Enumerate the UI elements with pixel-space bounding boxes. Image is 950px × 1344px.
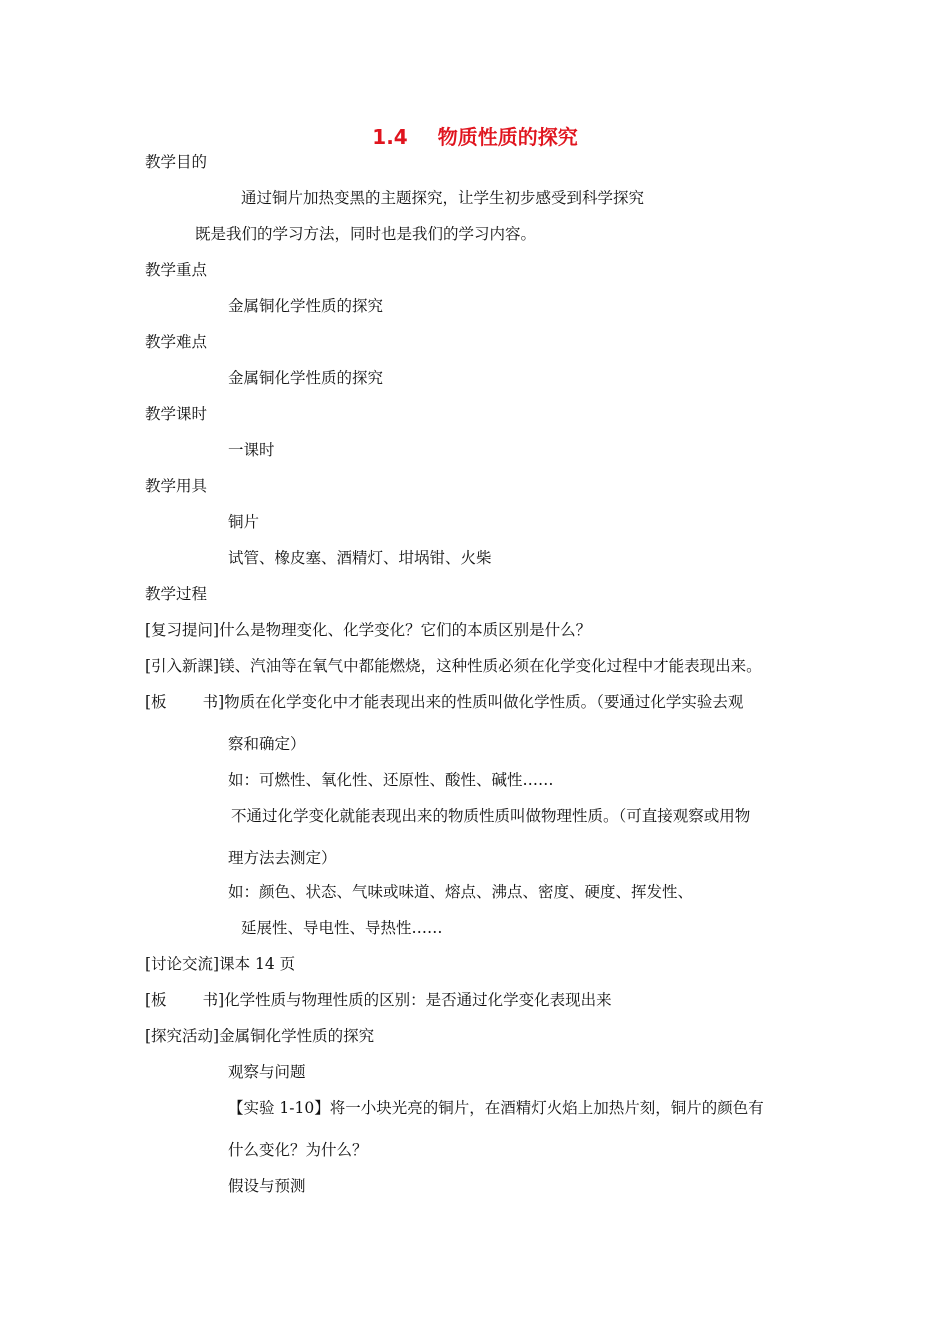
phys-definition-continuation: 理方法去测定） <box>228 849 337 867</box>
title-text: 物质性质的探究 <box>437 125 578 149</box>
key-heading: 教学重点 <box>145 261 208 279</box>
explore-line <box>145 1026 374 1046</box>
intro-text: 镁、汽油等在氧气中都能燃烧，这种性质必须在化学变化过程中才能表现出来。 <box>219 657 762 675</box>
goal-line-1: 通过铜片加热变黑的主题探究，让学生初步感受到科学探究 <box>241 189 645 207</box>
board-line-2 <box>145 990 612 1010</box>
intro-line <box>145 656 762 676</box>
title-number: 1.4 <box>372 125 408 149</box>
chem-examples: 如：可燃性、氧化性、还原性、酸性、碱性…… <box>228 771 554 789</box>
experiment-text: 将一小块光亮的铜片，在酒精灯火焰上加热片刻，铜片的颜色有 <box>329 1099 764 1117</box>
process-heading: 教学过程 <box>145 585 208 603</box>
board-2-tag-close: 书] <box>202 991 225 1009</box>
explore-tag: [探究活动] <box>145 1027 220 1045</box>
hypothesis-heading: 假设与预测 <box>228 1177 306 1195</box>
board-1-continuation: 察和确定） <box>228 735 306 753</box>
hours-heading: 教学课时 <box>145 405 208 423</box>
goal-heading: 教学目的 <box>145 153 208 171</box>
tools-line-1: 铜片 <box>228 513 260 531</box>
tools-heading: 教学用具 <box>145 477 208 495</box>
phys-examples-1: 如：颜色、状态、气味或味道、熔点、沸点、密度、硬度、挥发性、 <box>228 883 694 901</box>
difficulty-text: 金属铜化学性质的探究 <box>228 369 384 387</box>
page-title <box>0 124 950 150</box>
board-2-text: 化学性质与物理性质的区别：是否通过化学变化表现出来 <box>224 991 612 1009</box>
observe-heading: 观察与问题 <box>228 1063 306 1081</box>
key-text: 金属铜化学性质的探究 <box>228 297 384 315</box>
hours-text: 一课时 <box>228 441 275 459</box>
board-line-1 <box>145 692 743 712</box>
experiment-continuation: 什么变化？为什么？ <box>228 1141 368 1159</box>
explore-text: 金属铜化学性质的探究 <box>219 1027 375 1045</box>
discuss-text: 课本 14 页 <box>219 955 296 973</box>
board-tag-close: 书] <box>202 693 225 711</box>
review-tag: [复习提问] <box>145 621 220 639</box>
phys-definition: 不通过化学变化就能表现出来的物质性质叫做物理性质。（可直接观察或用物 <box>231 807 751 825</box>
tools-line-2: 试管、橡皮塞、酒精灯、坩埚钳、火柴 <box>228 549 492 567</box>
phys-examples-2: 延展性、导电性、导热性…… <box>241 919 443 937</box>
goal-line-2: 既是我们的学习方法，同时也是我们的学习内容。 <box>195 225 537 243</box>
board-1-text: 物质在化学变化中才能表现出来的性质叫做化学性质。（要通过化学实验去观 <box>224 693 744 711</box>
experiment-line <box>228 1098 764 1118</box>
intro-tag: [引入新課] <box>145 657 220 675</box>
board-2-tag-open: [板 <box>145 991 167 1009</box>
board-tag-open: [板 <box>145 693 167 711</box>
review-text: 什么是物理变化、化学变化？它们的本质区别是什么？ <box>219 621 592 639</box>
review-line <box>145 620 591 640</box>
difficulty-heading: 教学难点 <box>145 333 208 351</box>
discuss-tag: [讨论交流] <box>145 955 220 973</box>
experiment-tag: 【实验 1-10】 <box>228 1099 330 1117</box>
discuss-line <box>145 954 295 974</box>
